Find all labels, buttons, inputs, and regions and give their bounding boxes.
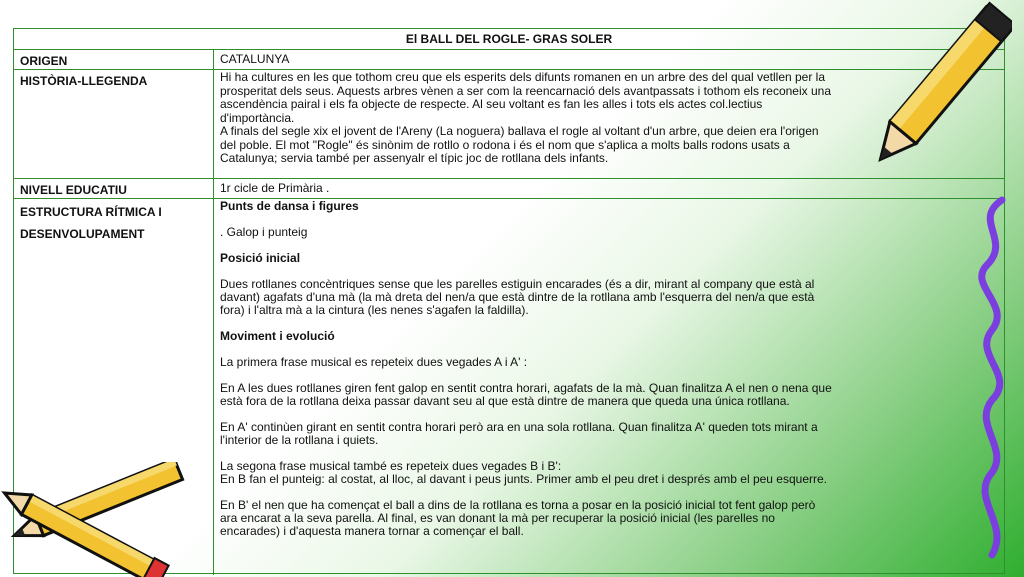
paragraph-line: encarades) i d'aquesta manera tornar a començar el ball. <box>220 524 524 538</box>
paragraph-line: La primera frase musical es repeteix dues vegades A i A' : <box>220 355 528 369</box>
estructura-text <box>215 199 1004 575</box>
pencil-icon <box>862 0 1012 185</box>
historia-line: prosperitat dels seus. Aquests arbres vènen a ser com la reencarnació dels avantpassats i tothom els reconeix una <box>220 83 831 98</box>
table-title: El BALL DEL ROGLE- GRAS SOLER <box>14 29 1004 50</box>
paragraph-line: davant) agafats d'una mà (la mà dreta del nen/a que està dintre de la rotllana amb l'esquerra del nen/a que està <box>220 290 815 304</box>
row-historia <box>14 70 1004 179</box>
historia-line: Hi ha cultures en les que tothom creu que els esperits dels difunts romanen en un arbre des del qual vetllen per la <box>220 70 826 84</box>
paragraph-punts: . Galop i punteig <box>220 225 308 239</box>
historia-line: A finals del segle xix el jovent de l'Areny (La noguera) ballava el rogle al voltant d'un arbre, que deien era l'origen <box>220 124 819 138</box>
origen-value: CATALUNYA <box>220 52 290 66</box>
historia-line: ascendència pairal i els fa objecte de respecte. Al seu voltant es fan les alles i tots els actes col.lectius <box>220 97 763 111</box>
estructura-label-line: DESENVOLUPAMENT <box>20 227 145 241</box>
paragraph-line: La segona frase musical també es repeteix dues vegades B i B': <box>220 459 562 473</box>
paragraph-line: En B' el nen que ha començat el ball a dins de la rotllana es torna a posar en la posició inicial tot fent galop però <box>220 498 816 512</box>
nivell-value: 1r cicle de Primària . <box>220 181 330 195</box>
paragraph-line: ara encarat a la seva parella. Al final, es van donant la mà per recuperar la posició inicial (les parelles no <box>220 511 775 525</box>
paragraph-line: està fora de la rotllana deixa passar davant seu al que està dintre de manera que queda una única rotllana. <box>220 394 790 408</box>
squiggle-decoration <box>962 195 1024 575</box>
paragraph-line: Dues rotllanes concèntriques sense que les parelles estiguin encarades (és a dir, mirant al company que està al <box>220 277 815 291</box>
paragraph-line: En A' continùen girant en sentit contra horari però ara en una sola rotllana. Quan finalitza A' queden tots mirant a <box>220 420 818 434</box>
historia-label: HISTÒRIA-LLEGENDA <box>14 70 214 178</box>
heading-posicio: Posició inicial <box>220 251 301 265</box>
historia-line: d'importància. <box>220 110 295 125</box>
row-origen <box>14 50 1004 70</box>
heading-punts: Punts de dansa i figures <box>220 199 359 213</box>
paragraph-line: fora) i l'altra mà a la cintura (les nenes s'agafen la faldilla). <box>220 303 529 317</box>
row-nivell <box>14 179 1004 199</box>
paragraph-line: En B fan el punteig: al costat, al lloc, al davant i peus junts. Primer amb el peu dret i després amb el peu esquerre. <box>220 472 828 486</box>
historia-line: del poble. El mot "Rogle" és sinònim de rotllo o rodona i és el nom que s'aplica a molts balls rodons usats a <box>220 137 790 152</box>
origen-label: ORIGEN <box>14 50 214 69</box>
nivell-label: NIVELL EDUCATIU <box>14 179 214 198</box>
estructura-label-line: ESTRUCTURA RÍTMICA I <box>20 205 162 219</box>
paragraph-line: l'interior de la rotllana i quiets. <box>220 433 379 447</box>
paragraph-line: En A les dues rotllanes giren fent galop en sentit contra horari, agafats de la mà. Quan finalitza A el nen o nena que <box>220 381 832 395</box>
heading-moviment: Moviment i evolució <box>220 329 335 343</box>
crossed-pencils-icon <box>0 462 195 577</box>
historia-line: Catalunya; servia també per assenyalr el típic joc de rotllana dels infants. <box>220 151 609 165</box>
